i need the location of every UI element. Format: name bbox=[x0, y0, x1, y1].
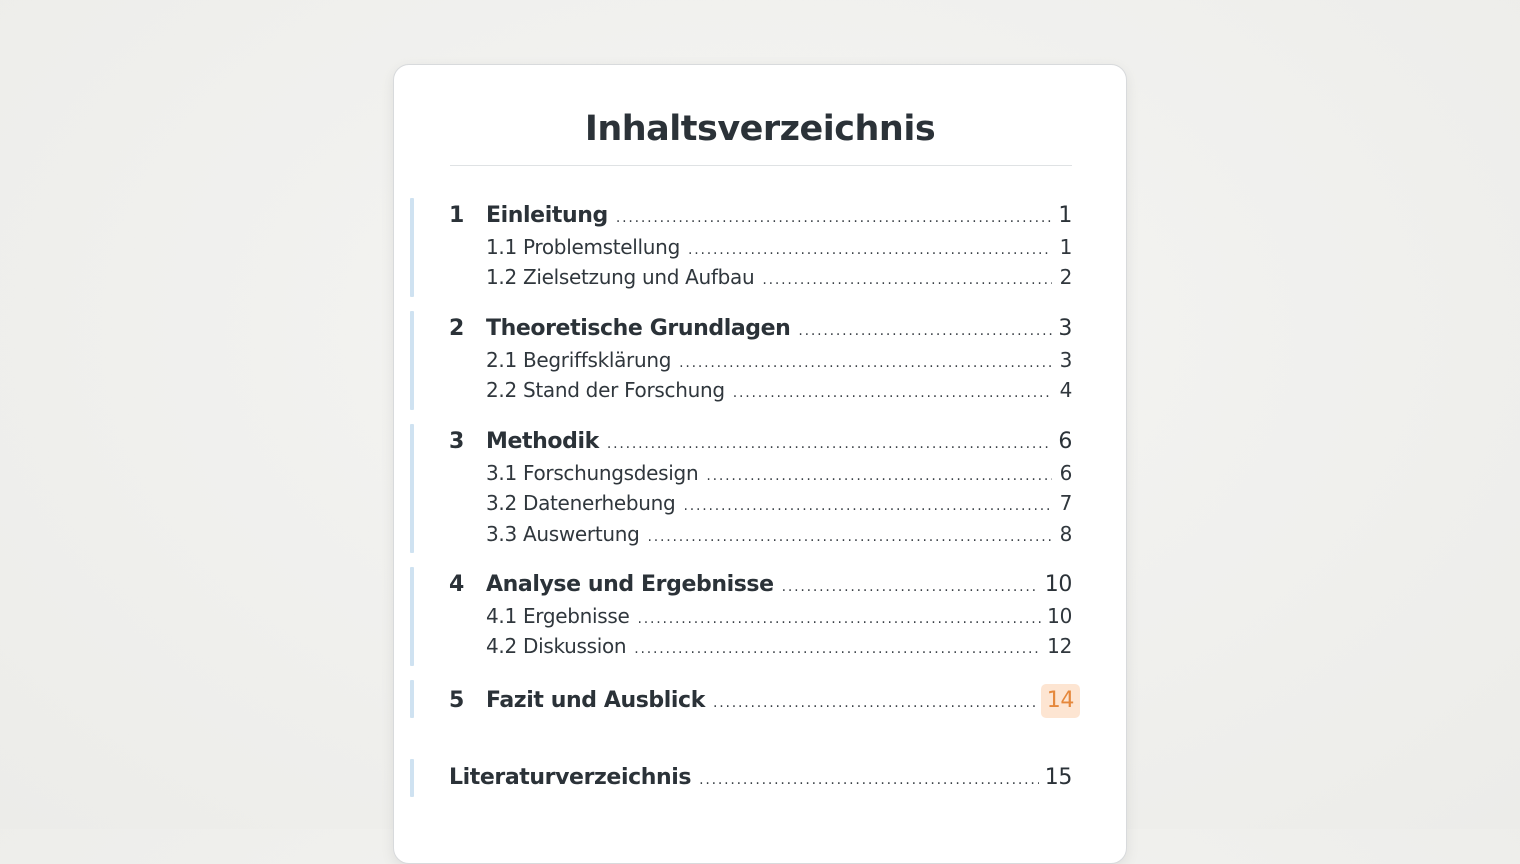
section-title: 4.2 Diskussion bbox=[486, 634, 627, 658]
chapter-accent-bar bbox=[410, 680, 414, 718]
section-title: 3.1 Forschungsdesign bbox=[486, 461, 699, 485]
chapter-accent-bar bbox=[410, 424, 414, 553]
toc-entry-chapter-3[interactable] bbox=[449, 427, 1072, 457]
dot-leader bbox=[638, 604, 1042, 634]
toc-entry-section-3-2[interactable] bbox=[486, 488, 1072, 518]
chapter-accent-bar bbox=[410, 311, 414, 410]
dot-leader bbox=[733, 378, 1052, 408]
chapter-number: 4 bbox=[449, 572, 464, 597]
chapter-number: 2 bbox=[449, 316, 464, 341]
toc-entry-chapter-1[interactable] bbox=[449, 201, 1072, 231]
section-title: 3.3 Auswertung bbox=[486, 522, 640, 546]
dot-leader bbox=[607, 429, 1052, 459]
page-number: 7 bbox=[1059, 491, 1072, 515]
toc-entry-section-3-3[interactable] bbox=[486, 519, 1072, 549]
dot-leader bbox=[616, 203, 1052, 233]
chapter-number: 5 bbox=[449, 688, 464, 713]
section-title: 1.1 Problemstellung bbox=[486, 235, 680, 259]
toc-entry-bibliography[interactable] bbox=[449, 763, 1072, 793]
toc-entry-section-3-1[interactable] bbox=[486, 458, 1072, 488]
toc-document bbox=[393, 64, 1127, 864]
chapter-title: Fazit und Ausblick bbox=[486, 688, 705, 713]
page-number: 4 bbox=[1059, 378, 1072, 402]
page-number: 2 bbox=[1059, 265, 1072, 289]
chapter-group-2 bbox=[394, 311, 1126, 410]
bibliography-group bbox=[394, 759, 1126, 797]
page-number: 10 bbox=[1044, 572, 1072, 597]
page-number: 3 bbox=[1058, 316, 1072, 341]
page-title: Inhaltsverzeichnis bbox=[584, 109, 936, 149]
dot-leader bbox=[634, 634, 1041, 664]
chapter-title: Einleitung bbox=[486, 203, 608, 228]
chapter-group-5 bbox=[394, 680, 1126, 718]
dot-leader bbox=[648, 522, 1052, 552]
section-title: 1.2 Zielsetzung und Aufbau bbox=[486, 265, 755, 289]
dot-leader bbox=[683, 491, 1052, 521]
dot-leader bbox=[706, 461, 1052, 491]
section-title: 2.1 Begriffsklärung bbox=[486, 348, 672, 372]
section-title: 2.2 Stand der Forschung bbox=[486, 378, 725, 402]
chapter-accent-bar bbox=[410, 759, 414, 797]
toc-entry-chapter-4[interactable] bbox=[449, 570, 1072, 600]
chapter-title: Analyse und Ergebnisse bbox=[486, 572, 774, 597]
page-number: 10 bbox=[1047, 604, 1072, 628]
page-number: 1 bbox=[1058, 203, 1072, 228]
page-number: 6 bbox=[1058, 429, 1072, 454]
dot-leader bbox=[798, 316, 1052, 346]
dot-leader bbox=[782, 572, 1039, 602]
dot-leader bbox=[713, 688, 1035, 718]
dot-leader bbox=[688, 235, 1052, 265]
page-number: 3 bbox=[1059, 348, 1072, 372]
chapter-title: Methodik bbox=[486, 429, 599, 454]
toc-entry-section-4-1[interactable] bbox=[486, 601, 1072, 631]
highlighted-page-number: 14 bbox=[1041, 684, 1080, 718]
toc-entry-section-1-2[interactable] bbox=[486, 262, 1072, 292]
dot-leader bbox=[679, 348, 1052, 378]
toc-entry-chapter-5[interactable] bbox=[449, 684, 1072, 714]
chapter-number: 1 bbox=[449, 203, 464, 228]
toc-entry-section-1-1[interactable] bbox=[486, 232, 1072, 262]
page-number: 6 bbox=[1059, 461, 1072, 485]
page-number: 1 bbox=[1059, 235, 1072, 259]
page-number: 8 bbox=[1059, 522, 1072, 546]
section-title: 4.1 Ergebnisse bbox=[486, 604, 630, 628]
toc-entry-section-4-2[interactable] bbox=[486, 631, 1072, 661]
page-number: 12 bbox=[1047, 634, 1072, 658]
title-divider bbox=[450, 165, 1072, 166]
chapter-group-3 bbox=[394, 424, 1126, 553]
chapter-group-4 bbox=[394, 567, 1126, 666]
section-title: 3.2 Datenerhebung bbox=[486, 491, 676, 515]
toc-entry-section-2-2[interactable] bbox=[486, 375, 1072, 405]
dot-leader bbox=[762, 265, 1052, 295]
bibliography-title: Literaturverzeichnis bbox=[449, 765, 692, 790]
toc-entry-section-2-1[interactable] bbox=[486, 345, 1072, 375]
chapter-accent-bar bbox=[410, 567, 414, 666]
chapter-group-1 bbox=[394, 198, 1126, 297]
chapter-title: Theoretische Grundlagen bbox=[486, 316, 791, 341]
chapter-accent-bar bbox=[410, 198, 414, 297]
page-number: 15 bbox=[1044, 765, 1072, 790]
dot-leader bbox=[699, 765, 1039, 795]
toc-entry-chapter-2[interactable] bbox=[449, 314, 1072, 344]
chapter-number: 3 bbox=[449, 429, 464, 454]
